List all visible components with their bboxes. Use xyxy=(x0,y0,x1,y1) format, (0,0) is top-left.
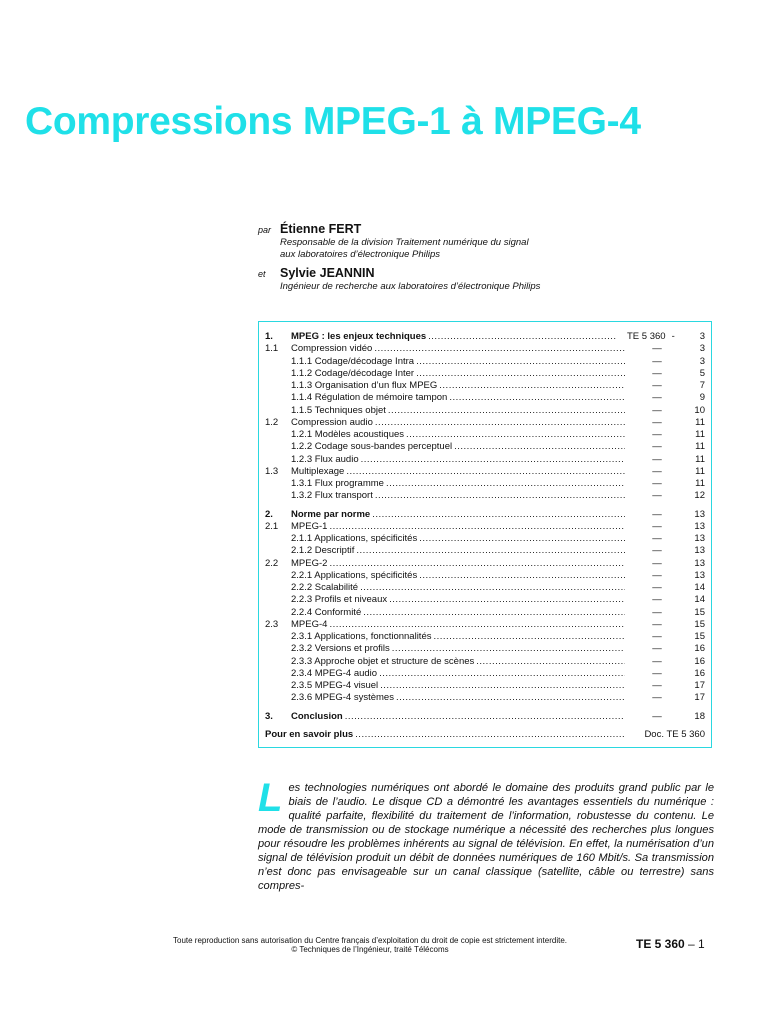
toc-number: 3. xyxy=(265,710,273,722)
toc-leader-dots xyxy=(356,545,625,556)
toc-label: MPEG-4 xyxy=(291,618,328,630)
toc-reference: — xyxy=(652,355,662,367)
toc-entry xyxy=(265,607,705,619)
toc-leader-dots xyxy=(396,692,625,703)
toc-leader-dots xyxy=(419,533,625,544)
toc-page: 16 xyxy=(694,655,705,667)
toc-label: Compression vidéo xyxy=(291,343,373,355)
toc-reference: — xyxy=(652,643,662,655)
toc-reference: — xyxy=(652,618,662,630)
toc-number: 2.3 xyxy=(265,618,279,630)
copyright-notice xyxy=(130,936,610,954)
toc-page: 11 xyxy=(695,478,705,489)
toc-label: Pour en savoir plus xyxy=(265,728,354,740)
toc-entry xyxy=(265,478,705,490)
toc-label: 1.1.2 Codage/décodage Inter xyxy=(291,367,415,379)
toc-leader-dots xyxy=(419,570,625,581)
author-prefix: par xyxy=(258,225,272,235)
toc-page: 14 xyxy=(694,594,705,606)
toc-label: 1.3.1 Flux programme xyxy=(291,478,384,489)
toc-reference: — xyxy=(652,594,662,606)
toc-reference: — xyxy=(652,404,662,416)
author-name: Sylvie JEANNIN xyxy=(280,266,375,280)
author-name: Étienne FERT xyxy=(280,222,362,236)
toc-number: 1.3 xyxy=(265,465,279,477)
toc-entry xyxy=(265,466,705,478)
page-number: – 1 xyxy=(688,937,705,951)
toc-entry xyxy=(265,656,705,668)
toc-label: 2.1.1 Applications, spécificités xyxy=(291,533,418,544)
toc-page: 11 xyxy=(695,453,705,465)
toc-number: 2.1 xyxy=(265,520,279,532)
toc-reference: — xyxy=(652,569,662,581)
toc-label: MPEG-2 xyxy=(291,557,328,569)
toc-label: Compression audio xyxy=(291,416,373,428)
toc-label: 2.3.4 MPEG-4 audio xyxy=(291,667,378,679)
copyright-line-2: © Techniques de l’Ingénieur, traité Télécoms xyxy=(291,945,449,954)
toc-entry xyxy=(265,417,705,429)
toc-leader-dots xyxy=(392,643,625,654)
toc-entry xyxy=(265,729,705,741)
toc-label: 2.3.1 Applications, fonctionnalités xyxy=(291,631,432,642)
toc-label: 1.1.3 Organisation d’un flux MPEG xyxy=(291,380,438,391)
toc-page: 14 xyxy=(694,582,705,593)
toc-leader-dots xyxy=(449,392,625,403)
toc-leader-dots xyxy=(380,680,625,691)
toc-entry xyxy=(265,429,705,441)
toc-entry xyxy=(265,392,705,404)
toc-label: 2.2.3 Profils et niveaux xyxy=(291,594,388,606)
toc-label: 2.3.6 MPEG-4 systèmes xyxy=(291,692,394,704)
toc-reference: Doc. TE 5 360 xyxy=(644,728,705,740)
toc-number: 1.2 xyxy=(265,416,279,428)
table-of-contents xyxy=(258,321,712,748)
toc-page: 3 xyxy=(699,343,705,355)
toc-leader-dots xyxy=(416,368,625,379)
intro-text: es technologies numériques ont abordé le domaine des produits grand public par le biais de l’audio. Le disque CD a démontré les avantages essentiels du numérique : qualité parfaite, flexibilité du traitement de l’information, robustesse du contenu. Le mode de transmission ou de stockage numérique a nécessité des recherches plus longues pour résoudre les problèmes inhérents au signal de télévision. En effet, la numérisation d’un signal de télévision produit un débit de données numériques de 160 Mbit/s. Sa transmission n’est donc pas envisageable sur un canal classique (satellite, câble ou terrestre) sans compres- xyxy=(258,782,714,892)
toc-entry xyxy=(265,643,705,655)
author-role: aux laboratoires d’électronique Philips xyxy=(280,249,441,260)
toc-page: 18 xyxy=(694,710,705,722)
toc-page: 13 xyxy=(694,557,705,569)
toc-entry xyxy=(265,490,705,502)
toc-leader-dots xyxy=(406,429,625,440)
toc-leader-dots xyxy=(428,331,617,342)
toc-entry xyxy=(265,343,705,355)
toc-page: 13 xyxy=(694,569,705,581)
toc-leader-dots xyxy=(439,380,625,391)
toc-entry xyxy=(265,380,705,392)
toc-leader-dots xyxy=(345,711,625,722)
toc-leader-dots xyxy=(389,594,625,605)
toc-entry xyxy=(265,454,705,466)
toc-leader-dots xyxy=(454,441,625,452)
toc-label: 2.2.2 Scalabilité xyxy=(291,582,359,593)
toc-page: 13 xyxy=(694,545,705,557)
author-prefix: et xyxy=(258,269,266,279)
toc-reference: — xyxy=(652,429,662,440)
toc-reference-code: TE 5 360 xyxy=(627,331,666,342)
toc-label: Conclusion xyxy=(291,710,343,722)
toc-page: 17 xyxy=(694,680,705,691)
toc-reference xyxy=(619,331,693,342)
toc-reference: — xyxy=(652,680,662,691)
toc-label: 1.1.1 Codage/décodage Intra xyxy=(291,355,415,367)
toc-label: 2.3.5 MPEG-4 visuel xyxy=(291,680,379,691)
toc-label: 2.2.4 Conformité xyxy=(291,606,362,618)
toc-leader-dots xyxy=(375,417,625,428)
toc-label: MPEG : les enjeux techniques xyxy=(291,331,427,342)
toc-entry xyxy=(265,582,705,594)
toc-leader-dots xyxy=(416,356,625,367)
drop-cap: L xyxy=(258,776,283,820)
toc-leader-dots xyxy=(372,509,625,520)
toc-page: 13 xyxy=(694,508,705,520)
toc-reference: — xyxy=(652,582,662,593)
intro-paragraph xyxy=(258,776,714,893)
toc-page: 16 xyxy=(694,667,705,679)
toc-number: 2.2 xyxy=(265,557,279,569)
toc-page: 16 xyxy=(694,643,705,655)
toc-page: 11 xyxy=(695,465,705,477)
toc-leader-dots xyxy=(374,343,625,354)
toc-entry xyxy=(265,668,705,680)
toc-entry xyxy=(265,356,705,368)
toc-reference: — xyxy=(652,692,662,704)
toc-page: 5 xyxy=(699,367,705,379)
toc-leader-dots xyxy=(388,405,625,416)
toc-leader-dots xyxy=(379,668,625,679)
author-2 xyxy=(258,266,728,293)
toc-leader-dots xyxy=(363,607,625,618)
toc-page: 7 xyxy=(699,380,705,391)
document-code xyxy=(636,937,705,951)
toc-reference: — xyxy=(652,441,662,453)
toc-number: 2. xyxy=(265,508,273,520)
toc-entry xyxy=(265,680,705,692)
toc-page: 9 xyxy=(699,392,705,404)
toc-label: Norme par norme xyxy=(291,508,371,520)
toc-number: 1. xyxy=(265,331,273,342)
author-1 xyxy=(258,222,728,261)
toc-separator: - xyxy=(671,331,675,342)
toc-reference: — xyxy=(652,490,662,502)
copyright-line-1: Toute reproduction sans autorisation du Centre français d’exploitation du droit de copie est strictement interdite. xyxy=(173,936,567,945)
toc-page: 10 xyxy=(694,404,705,416)
toc-reference: — xyxy=(652,453,662,465)
toc-reference: — xyxy=(652,392,662,404)
document-reference: TE 5 360 xyxy=(636,937,685,951)
toc-leader-dots xyxy=(375,490,625,501)
author-role: Responsable de la division Traitement numérique du signal xyxy=(280,237,529,248)
toc-entry xyxy=(265,594,705,606)
toc-entry xyxy=(265,331,705,343)
toc-label: 2.1.2 Descriptif xyxy=(291,545,355,557)
author-role: Ingénieur de recherche aux laboratoires d’électronique Philips xyxy=(280,281,541,292)
toc-reference: — xyxy=(652,655,662,667)
toc-leader-dots xyxy=(386,478,625,489)
toc-label: 1.2.3 Flux audio xyxy=(291,453,359,465)
toc-entry xyxy=(265,405,705,417)
toc-reference: — xyxy=(652,533,662,544)
toc-entry xyxy=(265,619,705,631)
toc-leader-dots xyxy=(329,521,625,532)
toc-reference: — xyxy=(652,343,662,355)
toc-reference: — xyxy=(652,367,662,379)
toc-reference: — xyxy=(652,508,662,520)
toc-label: 2.3.2 Versions et profils xyxy=(291,643,390,655)
toc-reference: — xyxy=(652,416,662,428)
toc-entry xyxy=(265,368,705,380)
authors-block xyxy=(258,222,728,298)
toc-page: 15 xyxy=(694,618,705,630)
toc-leader-dots xyxy=(329,619,625,630)
toc-reference: — xyxy=(652,710,662,722)
toc-entry xyxy=(265,711,705,723)
toc-leader-dots xyxy=(360,582,625,593)
toc-entry xyxy=(265,509,705,521)
toc-label: 1.1.5 Techniques objet xyxy=(291,404,386,416)
toc-label: 2.2.1 Applications, spécificités xyxy=(291,569,418,581)
toc-page: 3 xyxy=(699,355,705,367)
toc-label: MPEG-1 xyxy=(291,520,328,532)
toc-page: 12 xyxy=(694,490,705,502)
toc-leader-dots xyxy=(355,729,625,740)
toc-page: 11 xyxy=(695,429,705,440)
toc-reference: — xyxy=(652,606,662,618)
toc-page: 13 xyxy=(694,533,705,544)
toc-reference: — xyxy=(652,380,662,391)
toc-page: 3 xyxy=(699,331,705,342)
toc-leader-dots xyxy=(346,466,625,477)
toc-page: 15 xyxy=(694,631,705,642)
toc-entry xyxy=(265,545,705,557)
toc-entry xyxy=(265,441,705,453)
toc-entry xyxy=(265,558,705,570)
page-title: Compressions MPEG-1 à MPEG-4 xyxy=(25,100,641,143)
toc-label: 1.2.2 Codage sous-bandes perceptuel xyxy=(291,441,453,453)
toc-page: 15 xyxy=(694,606,705,618)
toc-label: 1.2.1 Modèles acoustiques xyxy=(291,429,405,440)
toc-leader-dots xyxy=(476,656,625,667)
toc-entry xyxy=(265,521,705,533)
toc-leader-dots xyxy=(361,454,625,465)
toc-label: 1.1.4 Régulation de mémoire tampon xyxy=(291,392,448,404)
toc-entry xyxy=(265,631,705,643)
toc-page: 11 xyxy=(695,441,705,453)
toc-page: 17 xyxy=(694,692,705,704)
toc-number: 1.1 xyxy=(265,343,279,355)
toc-page: 13 xyxy=(694,520,705,532)
toc-reference: — xyxy=(652,557,662,569)
toc-reference: — xyxy=(652,520,662,532)
toc-reference: — xyxy=(652,545,662,557)
toc-label: Multiplexage xyxy=(291,465,345,477)
toc-label: 1.3.2 Flux transport xyxy=(291,490,373,502)
toc-entry xyxy=(265,570,705,582)
toc-page: 11 xyxy=(695,416,705,428)
toc-label: 2.3.3 Approche objet et structure de scènes xyxy=(291,655,475,667)
toc-reference: — xyxy=(652,465,662,477)
toc-entry xyxy=(265,533,705,545)
toc-entry xyxy=(265,692,705,704)
toc-leader-dots xyxy=(329,558,625,569)
toc-reference: — xyxy=(652,478,662,489)
toc-reference: — xyxy=(652,667,662,679)
toc-reference: — xyxy=(652,631,662,642)
toc-leader-dots xyxy=(433,631,625,642)
